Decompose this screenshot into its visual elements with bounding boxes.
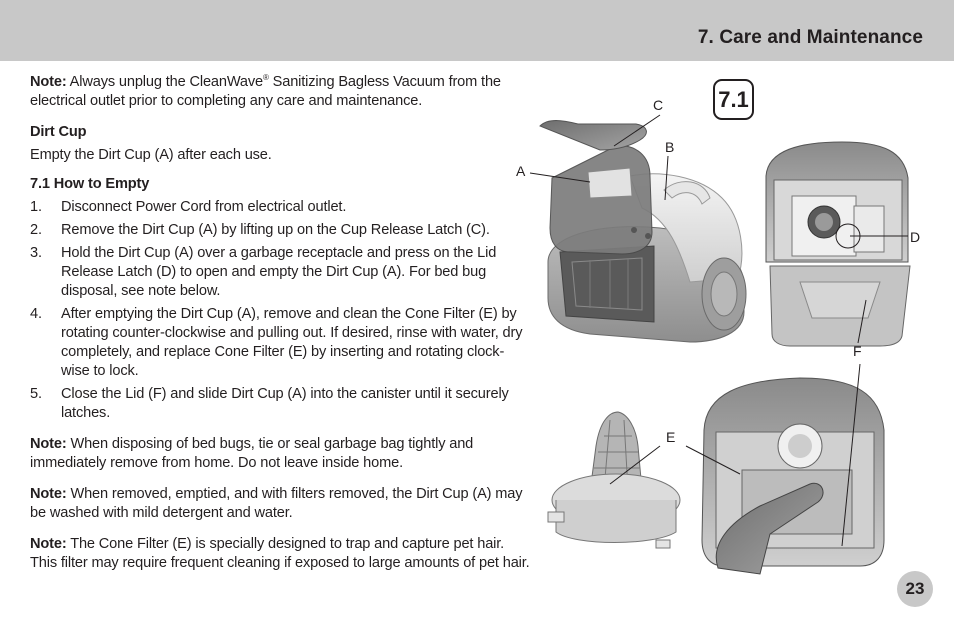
callout-d: D xyxy=(910,229,921,245)
callout-c: C xyxy=(653,97,664,113)
step-text: Disconnect Power Cord from electrical outlet. xyxy=(61,199,347,215)
step-text: Hold the Dirt Cup (A) over a garbage receptacle and press on the Lid Release Latch (D) to open and empty the Dirt Cup (A). For bed bug disposal, see note below. xyxy=(61,245,497,299)
page-number: 23 xyxy=(897,571,933,607)
callout-e: E xyxy=(666,429,676,445)
step-number: 3. xyxy=(30,245,42,261)
step-text: Close the Lid (F) and slide Dirt Cup (A) into the canister until it securely latches. xyxy=(61,386,509,421)
figure-badge: 7.1 xyxy=(713,79,754,120)
intro-note-text-2: Sanitizing Bagless Vacuum from the electrical outlet prior to completing any care and maintenance. xyxy=(30,74,501,109)
intro-note-label: Note: xyxy=(30,74,67,90)
note-text: When disposing of bed bugs, tie or seal garbage bag tightly and immediately remove from home. Do not leave inside home. xyxy=(30,436,474,471)
filter-removal-image xyxy=(702,378,884,574)
cone-filter-image xyxy=(548,412,680,548)
note-text: When removed, emptied, and with filters removed, the Dirt Cup (A) may be washed with mild detergent and water. xyxy=(30,486,523,521)
step-number: 2. xyxy=(30,222,42,238)
registered-mark: ® xyxy=(263,73,269,82)
intro-note-text-1: Always unplug the CleanWave xyxy=(69,74,263,90)
canister-image xyxy=(540,121,746,343)
callout-f: F xyxy=(853,343,862,359)
note-label: Note: xyxy=(30,536,67,552)
step-text: After emptying the Dirt Cup (A), remove and clean the Cone Filter (E) by rotating counter-clockwise and pulling out. If desired, rinse with water, dry completely, and replace Cone Filter (E) by inserting and rotating clock-wise to lock. xyxy=(61,306,523,379)
callout-b: B xyxy=(665,139,675,155)
step-number: 5. xyxy=(30,386,42,402)
step-number: 1. xyxy=(30,199,42,215)
step-text: Remove the Dirt Cup (A) by lifting up on the Cup Release Latch (C). xyxy=(61,222,490,238)
note-text: The Cone Filter (E) is specially designed to trap and capture pet hair. This filter may require frequent cleaning if exposed to large amounts of pet hair. xyxy=(30,536,530,571)
note-label: Note: xyxy=(30,436,67,452)
step-number: 4. xyxy=(30,306,42,322)
dirt-cup-text: Empty the Dirt Cup (A) after each use. xyxy=(30,147,272,163)
open-lid-image xyxy=(766,142,910,346)
note-label: Note: xyxy=(30,486,67,502)
how-to-empty-heading: 7.1 How to Empty xyxy=(30,176,150,192)
callout-a: A xyxy=(516,163,526,179)
section-title: 7. Care and Maintenance xyxy=(697,27,923,48)
dirt-cup-heading: Dirt Cup xyxy=(30,124,87,140)
